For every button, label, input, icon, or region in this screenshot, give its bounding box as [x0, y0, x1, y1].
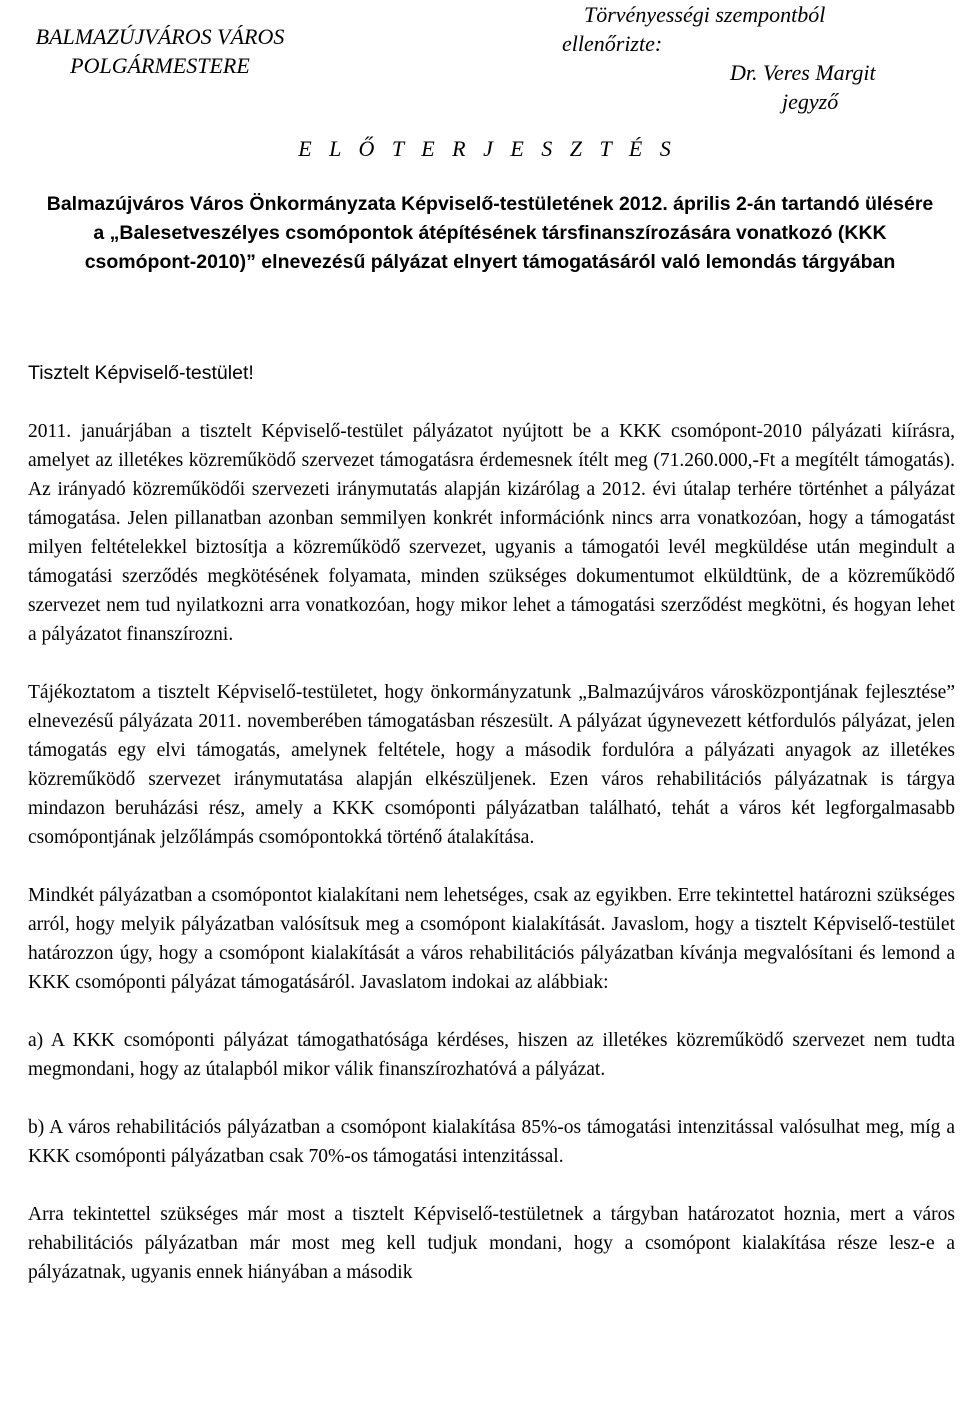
paragraph-4: a) A KKK csomóponti pályázat támogathatósága kérdéses, hiszen az illetékes közreműködő szervezet nem tudta megmondani, hogy az útalapból mikor válik finanszírozhatóvá a pályázat.: [28, 1030, 955, 1080]
document-body: [28, 417, 955, 1287]
paragraph-3: Mindkét pályázatban a csomópontot kialakítani nem lehetséges, csak az egyikben. Erre tekintettel határozni szükséges arról, hogy melyik pályázatban valósítsuk meg a csomópont kialakítását. Javaslom, hogy a tisztelt Képviselő-testület határozzon úgy, hogy a csomópont kialakítását a város rehabilitációs pályázatban kívánja megvalósítani és lemond a KKK csomóponti pályázat támogatásáról. Javaslatom indokai az alábbiak:: [28, 885, 955, 993]
notary-name: Dr. Veres Margit: [730, 60, 876, 85]
mayor-line-2: POLGÁRMESTERE: [70, 53, 250, 78]
paragraph-2: Tájékoztatom a tisztelt Képviselő-testületet, hogy önkormányzatunk „Balmazújváros városközpontjának fejlesztése” elnevezésű pályázata 2011. novemberében támogatásban részesült. A pályázat úgynevezett kétfordulós pályázat, jelen támogatás egy elvi támogatás, amelynek feltétele, hogy a második fordulóra a pályázati anyagok az illetékes közreműködő szervezet iránymutatása alapján elkészüljenek. Ezen város rehabilitációs pályázatnak is tárgya mindazon beruházási rész, amely a KKK csomóponti pályázatban található, tehát a város két legforgalmasabb csomópontjának jelzőlámpás csomópontokká történő átalakítása.: [28, 682, 955, 848]
mayor-block: [10, 22, 310, 80]
salutation: Tisztelt Képviselő-testület!: [28, 362, 254, 384]
notary-title: jegyző: [782, 89, 839, 114]
paragraph-6: Arra tekintettel szükséges már most a tisztelt Képviselő-testületnek a tárgyban határozatot hoznia, mert a város rehabilitációs pályázatban már most meg kell tudjuk mondani, hogy a csomópont kialakítása része lesz-e a pályázatnak, ugyanis ennek hiányában a második: [28, 1204, 955, 1283]
paragraph-5: b) A város rehabilitációs pályázatban a csomópont kialakítása 85%-os támogatási intenzitással valósulhat meg, míg a KKK csomóponti pályázatban csak 70%-os támogatási intenzitással.: [28, 1117, 955, 1167]
legal-check-block: [560, 0, 880, 116]
document-subject: Balmazújváros Város Önkormányzata Képviselő-testületének 2012. április 2-án tartandó ülésére a „Balesetveszélyes csomópontok átépítésének társfinanszírozására vonatkozó (KKK csomópont-2010)” elnevezésű pályázat elnyert támogatásáról való lemondás tárgyában: [46, 193, 934, 273]
paragraph-1: 2011. januárjában a tisztelt Képviselő-testület pályázatot nyújtott be a KKK csomópont-2010 pályázati kiírásra, amelyet az illetékes közreműködő szervezet támogatásra érdemesnek ítélt meg (71.260.000,-Ft a megítélt támogatás). Az irányadó közreműködői szervezeti iránymutatás alapján kizárólag a 2012. évi útalap terhére történhet a pályázat támogatása. Jelen pillanatban azonban semmilyen konkrét információnk nincs arra vonatkozóan, hogy a támogatást milyen feltételekkel biztosítja a közreműködő szervezet, ugyanis a támogatói levél megküldése után megindult a támogatási szerződés megkötésének folyamata, minden szükséges dokumentumot elküldtünk, de a közreműködő szervezet nem tud nyilatkozni arra vonatkozóan, hogy mikor lehet a támogatási szerződést megkötni, és hogyan lehet a pályázatot finanszírozni.: [28, 421, 955, 645]
legal-check-line-2: ellenőrizte:: [562, 31, 663, 56]
legal-check-line-1: Törvényességi szempontból: [584, 2, 826, 27]
mayor-line-1: BALMAZÚJVÁROS VÁROS: [35, 24, 285, 49]
document-title: E L Ő T E R J E S Z T É S: [298, 136, 677, 161]
